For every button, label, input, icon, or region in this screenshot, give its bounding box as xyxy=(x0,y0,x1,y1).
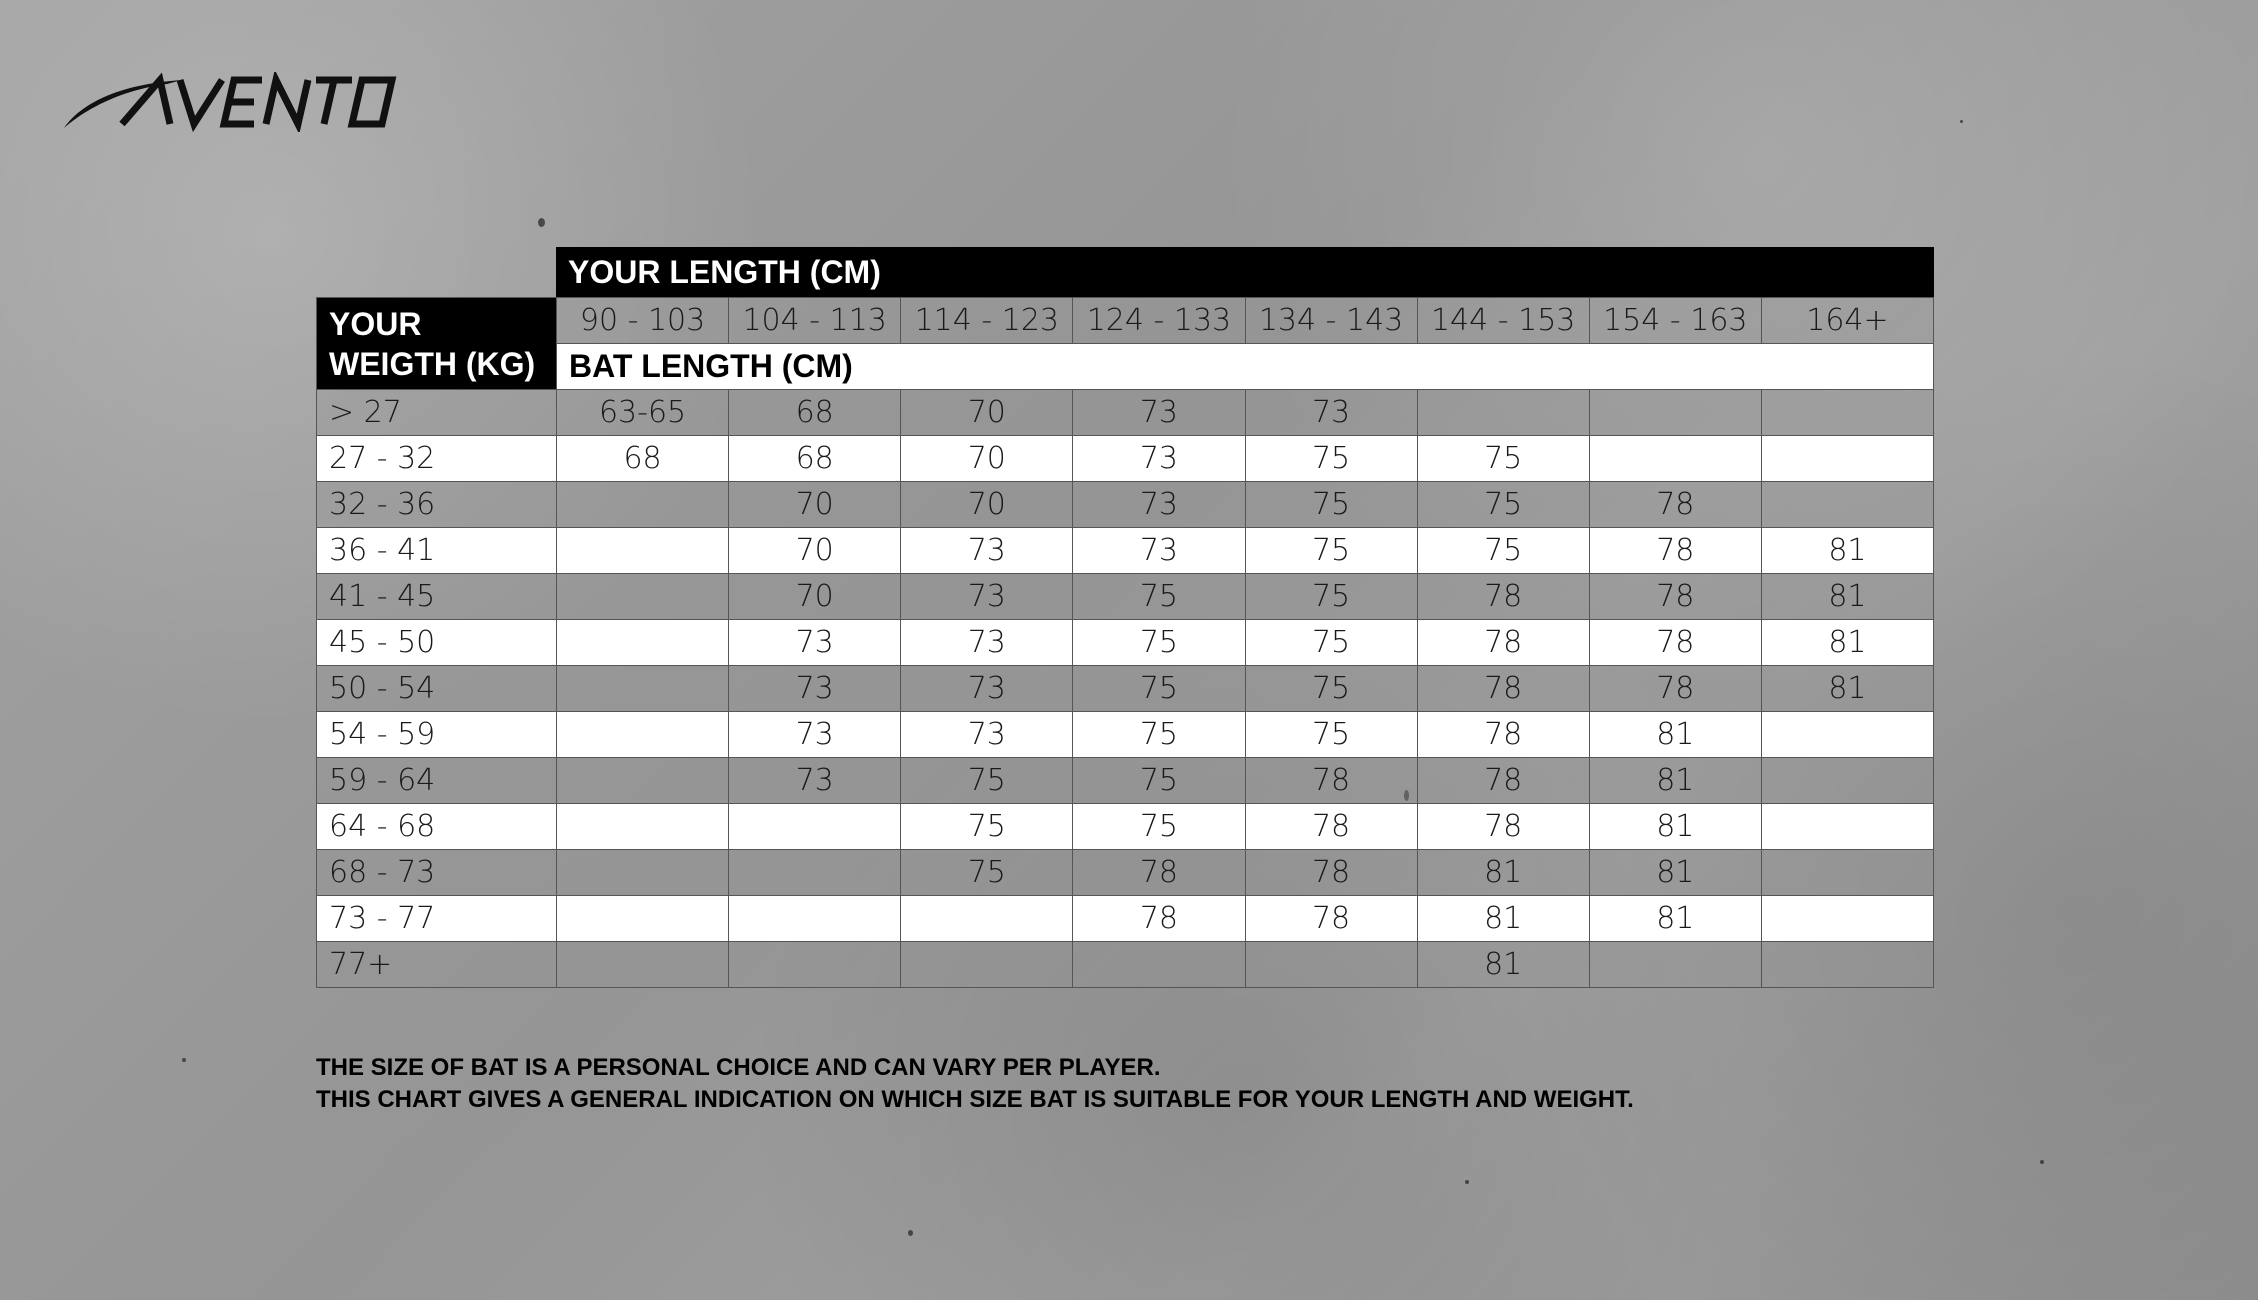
weight-range-cell: 73 - 77 xyxy=(317,896,557,942)
bat-length-cell: 78 xyxy=(1417,804,1589,850)
bat-length-cell: 75 xyxy=(1245,482,1417,528)
bat-length-cell xyxy=(1761,390,1933,436)
length-range-header: 124 - 133 xyxy=(1073,298,1245,344)
bat-length-cell xyxy=(557,574,729,620)
bat-length-cell: 70 xyxy=(729,528,901,574)
bat-length-cell xyxy=(557,712,729,758)
weight-range-cell: 27 - 32 xyxy=(317,436,557,482)
bat-length-cell: 75 xyxy=(1073,712,1245,758)
bat-length-cell: 73 xyxy=(1073,482,1245,528)
length-range-header: 104 - 113 xyxy=(729,298,901,344)
length-range-header: 114 - 123 xyxy=(901,298,1073,344)
bat-length-cell: 78 xyxy=(1417,620,1589,666)
bat-length-cell xyxy=(1589,436,1761,482)
table-row xyxy=(317,712,1934,758)
bat-length-cell: 75 xyxy=(1245,528,1417,574)
bat-length-cell: 73 xyxy=(729,620,901,666)
bat-length-cell: 68 xyxy=(557,436,729,482)
bat-length-cell xyxy=(1761,850,1933,896)
background-speck xyxy=(538,218,545,227)
bat-length-cell: 78 xyxy=(1589,528,1761,574)
weight-range-cell: 45 - 50 xyxy=(317,620,557,666)
weight-range-cell: 77+ xyxy=(317,942,557,988)
bat-length-cell xyxy=(1761,436,1933,482)
bat-length-cell xyxy=(1417,390,1589,436)
bat-length-cell: 75 xyxy=(1073,758,1245,804)
weight-range-cell: 50 - 54 xyxy=(317,666,557,712)
bat-length-cell: 78 xyxy=(1245,758,1417,804)
bat-length-cell: 78 xyxy=(1245,804,1417,850)
bat-size-chart xyxy=(316,247,1934,988)
bat-length-cell: 68 xyxy=(729,436,901,482)
table-row xyxy=(317,850,1934,896)
bat-length-cell: 78 xyxy=(1589,574,1761,620)
weight-range-cell: 68 - 73 xyxy=(317,850,557,896)
bat-length-cell xyxy=(729,896,901,942)
weight-range-cell: 54 - 59 xyxy=(317,712,557,758)
bat-length-cell: 75 xyxy=(1417,528,1589,574)
bat-length-cell: 73 xyxy=(1073,528,1245,574)
bat-length-cell: 75 xyxy=(1245,620,1417,666)
bat-length-cell: 78 xyxy=(1073,896,1245,942)
background-speck xyxy=(908,1230,913,1236)
table-row xyxy=(317,620,1934,666)
bat-length-cell xyxy=(1245,942,1417,988)
bat-length-cell: 73 xyxy=(1073,436,1245,482)
your-weight-header xyxy=(317,298,557,390)
table-row xyxy=(317,942,1934,988)
bat-length-cell: 73 xyxy=(1245,390,1417,436)
table-row xyxy=(317,482,1934,528)
length-range-header: 154 - 163 xyxy=(1589,298,1761,344)
bat-length-cell: 81 xyxy=(1761,528,1933,574)
bat-length-cell: 78 xyxy=(1589,482,1761,528)
bat-length-cell xyxy=(729,942,901,988)
bat-length-cell: 81 xyxy=(1761,620,1933,666)
bat-length-cell: 70 xyxy=(901,482,1073,528)
bat-length-cell: 81 xyxy=(1589,758,1761,804)
weight-range-cell: 36 - 41 xyxy=(317,528,557,574)
bat-length-cell: 81 xyxy=(1417,942,1589,988)
bat-length-cell: 75 xyxy=(1245,574,1417,620)
weight-range-cell: 41 - 45 xyxy=(317,574,557,620)
avento-logo xyxy=(62,72,397,132)
your-length-header: YOUR LENGTH (CM) xyxy=(556,247,1934,297)
weight-range-cell: 59 - 64 xyxy=(317,758,557,804)
bat-length-cell: 78 xyxy=(1417,712,1589,758)
bat-length-cell xyxy=(1589,942,1761,988)
bat-length-cell: 81 xyxy=(1761,666,1933,712)
table-row xyxy=(317,528,1934,574)
bat-length-cell: 70 xyxy=(901,390,1073,436)
bat-length-cell xyxy=(557,758,729,804)
table-row xyxy=(317,574,1934,620)
bat-length-cell xyxy=(901,896,1073,942)
bat-length-cell: 75 xyxy=(901,804,1073,850)
bat-length-cell: 73 xyxy=(1073,390,1245,436)
table-row xyxy=(317,436,1934,482)
bat-length-cell: 73 xyxy=(901,528,1073,574)
bat-length-cell: 75 xyxy=(1245,666,1417,712)
bat-length-cell: 70 xyxy=(901,436,1073,482)
bat-length-cell: 81 xyxy=(1417,850,1589,896)
bat-length-cell xyxy=(1761,896,1933,942)
size-table xyxy=(316,297,1934,988)
table-row xyxy=(317,666,1934,712)
bat-length-cell xyxy=(557,528,729,574)
bat-length-cell xyxy=(729,850,901,896)
bat-length-cell xyxy=(1761,482,1933,528)
bat-length-cell: 73 xyxy=(901,712,1073,758)
background-speck xyxy=(2040,1160,2044,1164)
bat-length-cell: 81 xyxy=(1761,574,1933,620)
bat-length-cell xyxy=(1761,942,1933,988)
background-speck xyxy=(1465,1180,1469,1184)
bat-length-cell: 73 xyxy=(901,620,1073,666)
bat-length-cell xyxy=(557,804,729,850)
weight-range-cell: > 27 xyxy=(317,390,557,436)
bat-length-cell xyxy=(1761,758,1933,804)
your-weight-line1: YOUR xyxy=(329,305,422,342)
bat-length-cell: 75 xyxy=(1417,482,1589,528)
table-row xyxy=(317,390,1934,436)
weight-range-cell: 64 - 68 xyxy=(317,804,557,850)
bat-length-cell: 78 xyxy=(1245,896,1417,942)
bat-length-cell xyxy=(1589,390,1761,436)
bat-length-cell: 73 xyxy=(901,666,1073,712)
bat-length-cell: 75 xyxy=(901,850,1073,896)
bat-length-cell xyxy=(1073,942,1245,988)
bat-length-cell: 68 xyxy=(729,390,901,436)
weight-range-cell: 32 - 36 xyxy=(317,482,557,528)
bat-length-cell: 81 xyxy=(1589,712,1761,758)
bat-length-cell: 75 xyxy=(1417,436,1589,482)
length-range-header: 90 - 103 xyxy=(557,298,729,344)
note-line-1: THE SIZE OF BAT IS A PERSONAL CHOICE AND CAN VARY PER PLAYER. xyxy=(316,1054,1161,1081)
bat-length-cell: 73 xyxy=(729,712,901,758)
bat-length-cell xyxy=(557,620,729,666)
bat-length-cell xyxy=(1761,804,1933,850)
bat-length-cell xyxy=(557,896,729,942)
bat-length-cell xyxy=(729,804,901,850)
bat-length-cell xyxy=(557,850,729,896)
bat-length-cell: 75 xyxy=(1073,574,1245,620)
bat-length-cell: 75 xyxy=(1073,666,1245,712)
bat-length-cell: 63-65 xyxy=(557,390,729,436)
chart-notes xyxy=(316,1052,1634,1116)
bat-length-cell: 73 xyxy=(901,574,1073,620)
table-row xyxy=(317,758,1934,804)
bat-length-cell: 78 xyxy=(1417,758,1589,804)
bat-length-cell: 78 xyxy=(1417,666,1589,712)
bat-length-cell: 78 xyxy=(1589,620,1761,666)
length-range-header: 144 - 153 xyxy=(1417,298,1589,344)
bat-length-cell: 81 xyxy=(1589,804,1761,850)
bat-length-cell: 78 xyxy=(1417,574,1589,620)
bat-length-cell: 78 xyxy=(1073,850,1245,896)
bat-length-cell: 75 xyxy=(1245,712,1417,758)
bat-length-cell xyxy=(557,666,729,712)
bat-length-cell: 75 xyxy=(1245,436,1417,482)
bat-length-cell: 78 xyxy=(1245,850,1417,896)
bat-length-cell xyxy=(557,482,729,528)
bat-length-cell: 73 xyxy=(729,666,901,712)
bat-length-cell: 81 xyxy=(1417,896,1589,942)
background-speck xyxy=(1960,120,1963,123)
bat-length-cell: 81 xyxy=(1589,896,1761,942)
table-row xyxy=(317,896,1934,942)
bat-length-cell xyxy=(557,942,729,988)
bat-length-cell: 73 xyxy=(729,758,901,804)
background-speck xyxy=(182,1058,186,1062)
bat-length-header: BAT LENGTH (CM) xyxy=(557,344,1934,390)
length-range-header: 164+ xyxy=(1761,298,1933,344)
note-line-2: THIS CHART GIVES A GENERAL INDICATION ON WHICH SIZE BAT IS SUITABLE FOR YOUR LENGTH AND WEIGHT. xyxy=(316,1086,1634,1113)
bat-length-cell: 81 xyxy=(1589,850,1761,896)
bat-length-cell: 75 xyxy=(1073,804,1245,850)
bat-length-cell: 70 xyxy=(729,574,901,620)
bat-length-cell: 70 xyxy=(729,482,901,528)
table-row xyxy=(317,804,1934,850)
length-range-header: 134 - 143 xyxy=(1245,298,1417,344)
bat-length-cell: 75 xyxy=(1073,620,1245,666)
bat-length-cell: 78 xyxy=(1589,666,1761,712)
your-weight-line2: WEIGTH (KG) xyxy=(329,345,536,382)
bat-length-cell xyxy=(901,942,1073,988)
bat-length-cell xyxy=(1761,712,1933,758)
bat-length-cell: 75 xyxy=(901,758,1073,804)
